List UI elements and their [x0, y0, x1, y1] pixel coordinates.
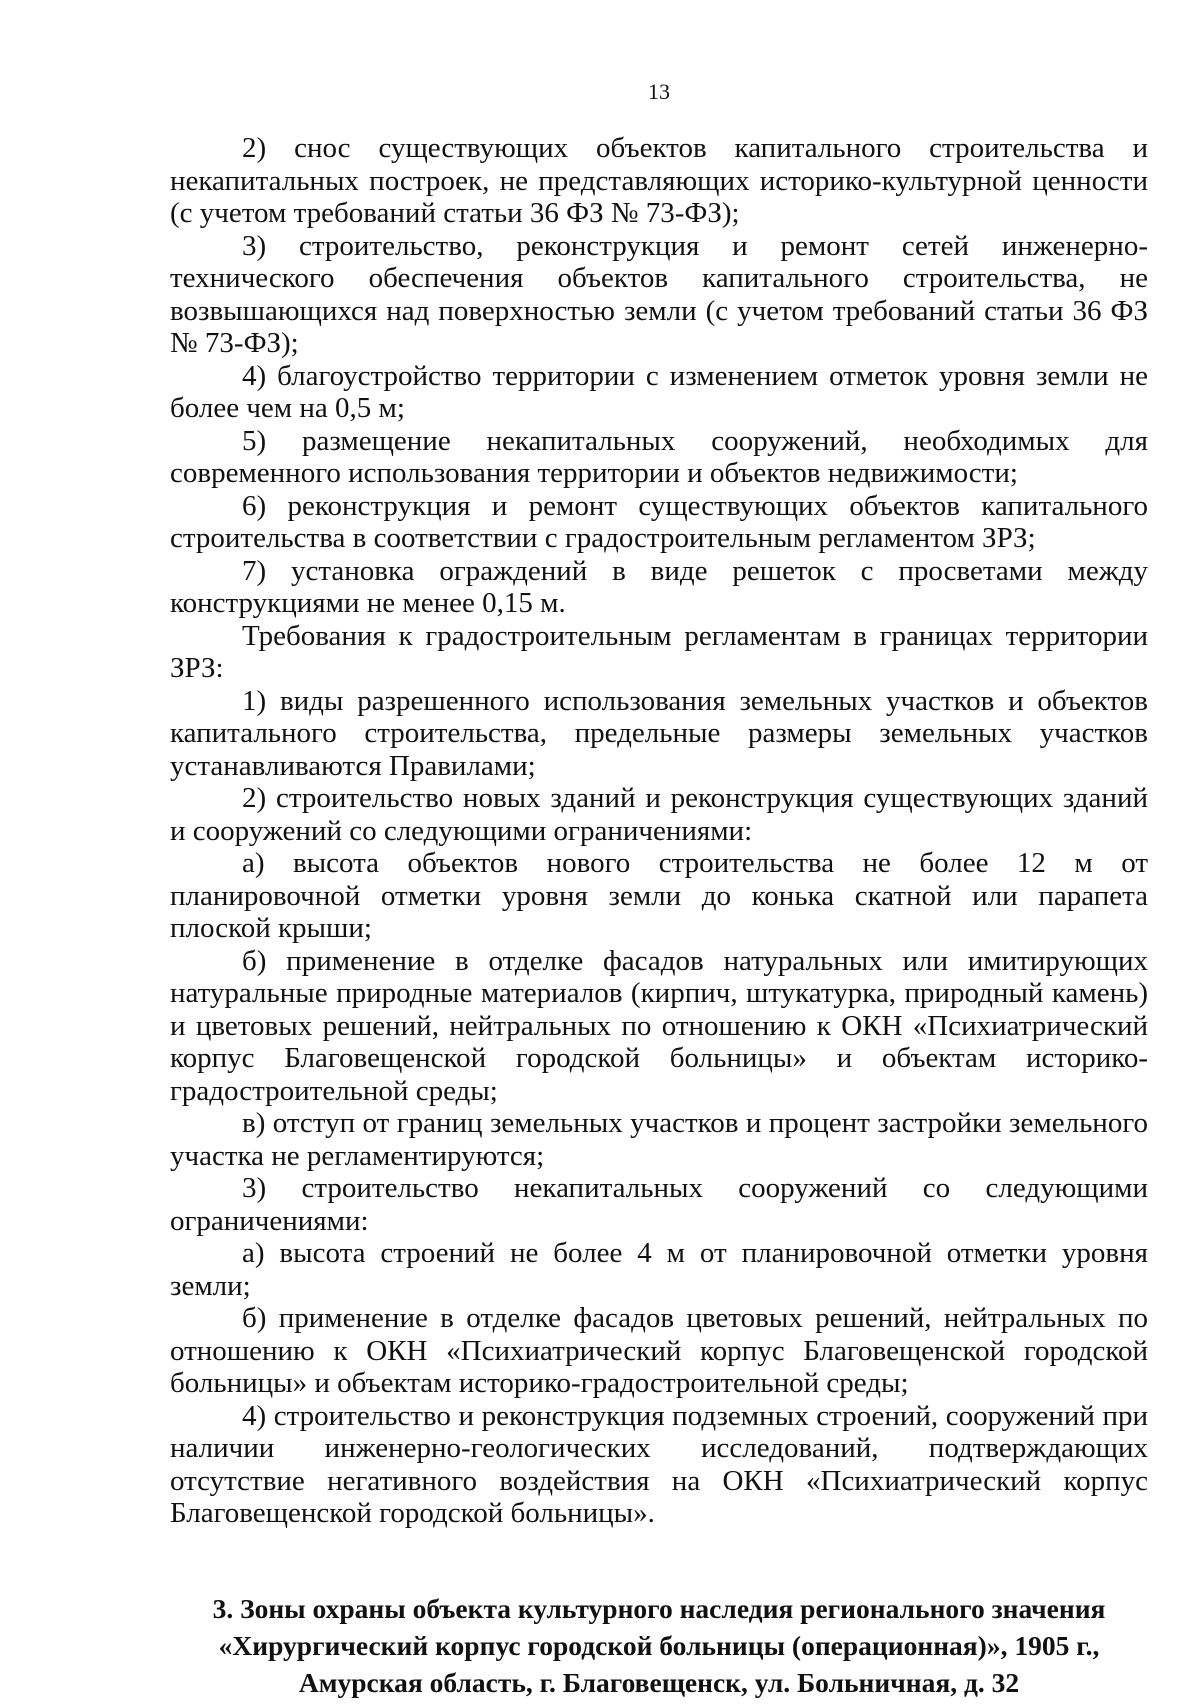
paragraph: 6) реконструкция и ремонт существующих объектов капитального строительства в соответствии с градостроительным регламентом ЗРЗ; — [170, 489, 1148, 554]
paragraph: 5) размещение некапитальных сооружений, необходимых для современного использования территории и объектов недвижимости; — [170, 424, 1148, 489]
paragraph: 7) установка ограждений в виде решеток с просветами между конструкциями не менее 0,15 м. — [170, 554, 1148, 619]
section-heading-line: 3. Зоны охраны объекта культурного наследия регионального значения — [212, 1592, 1106, 1624]
paragraph: 3) строительство некапитальных сооружений со следующими ограничениями: — [170, 1172, 1148, 1237]
paragraph: б) применение в отделке фасадов натуральных или имитирующих натуральные природные материалов (кирпич, штукатурка, природный камень) и цветовых решений, нейтральных по отношению к ОКН «Психиатрический корпус Благовещенской городской больницы» и объектам историко-градостроительной среды; — [170, 944, 1148, 1107]
page-number: 13 — [648, 79, 670, 104]
section-heading-line: «Хирургический корпус городской больницы (операционная)», 1905 г., — [218, 1629, 1100, 1661]
body-text — [170, 132, 1148, 1530]
paragraph: 2) строительство новых зданий и реконструкция существующих зданий и сооружений со следующими ограничениями: — [170, 782, 1148, 847]
paragraph: 4) благоустройство территории с изменением отметок уровня земли не более чем на 0,5 м; — [170, 359, 1148, 424]
paragraph: 2) снос существующих объектов капитального строительства и некапитальных построек, не представляющих историко-культурной ценности (с учетом требований статьи 36 ФЗ № 73-ФЗ); — [170, 132, 1148, 229]
document-page — [170, 72, 1148, 1701]
paragraph: б) применение в отделке фасадов цветовых решений, нейтральных по отношению к ОКН «Психиатрический корпус Благовещенской городской больницы» и объектам историко-градостроительной среды; — [170, 1302, 1148, 1399]
section-heading — [170, 1590, 1148, 1701]
section-heading-line: Амурская область, г. Благовещенск, ул. Больничная, д. 32 — [298, 1666, 1020, 1698]
paragraph: а) высота строений не более 4 м от планировочной отметки уровня земли; — [170, 1237, 1148, 1302]
paragraph: в) отступ от границ земельных участков и процент застройки земельного участка не регламентируются; — [170, 1107, 1148, 1172]
paragraph: Требования к градостроительным регламентам в границах территории ЗРЗ: — [170, 619, 1148, 684]
paragraph: а) высота объектов нового строительства не более 12 м от планировочной отметки уровня земли до конька скатной или парапета плоской крыши; — [170, 847, 1148, 944]
paragraph: 4) строительство и реконструкция подземных строений, сооружений при наличии инженерно-геологических исследований, подтверждающих отсутствие негативного воздействия на ОКН «Психиатрический корпус Благовещенской городской больницы». — [170, 1399, 1148, 1529]
paragraph: 1) виды разрешенного использования земельных участков и объектов капитального строительства, предельные размеры земельных участков устанавливаются Правилами; — [170, 684, 1148, 782]
paragraph: 3) строительство, реконструкция и ремонт сетей инженерно-технического обеспечения объектов капитального строительства, не возвышающихся над поверхностью земли (с учетом требований статьи 36 ФЗ № 73-ФЗ); — [170, 229, 1148, 359]
